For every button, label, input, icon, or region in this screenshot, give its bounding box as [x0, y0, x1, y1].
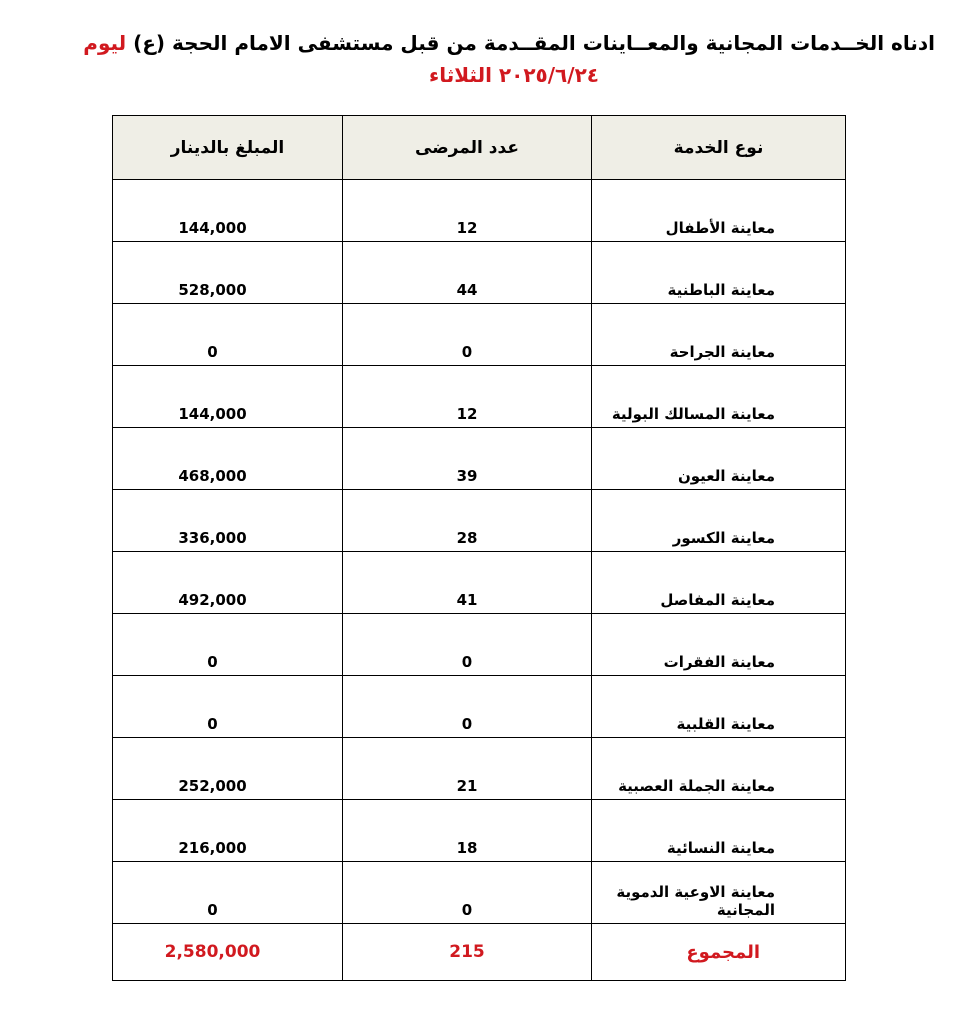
row-amount: 144,000: [178, 219, 247, 237]
row-amount: 0: [207, 343, 218, 361]
row-patient-count: 39: [456, 467, 478, 485]
row-service-type: معاينة المفاصل: [660, 591, 775, 609]
report-title-day: ليوم: [83, 31, 127, 55]
table-row: [113, 800, 846, 862]
report-date: ٢٠٢٥/٦/٢٤ الثلاثاء: [429, 63, 599, 87]
total-patients: 215: [449, 942, 485, 962]
row-patient-count: 0: [461, 901, 473, 919]
row-patient-count: 0: [461, 343, 473, 361]
row-patient-count: 44: [456, 281, 478, 299]
row-service-type: معاينة الباطنية: [667, 281, 775, 299]
row-patient-count: 21: [456, 777, 478, 795]
header-patient-count: عدد المرضى: [343, 116, 592, 180]
row-patient-count: 41: [456, 591, 478, 609]
row-service-type: معاينة المسالك البولية: [611, 405, 775, 423]
row-service-type: معاينة القلبية: [676, 715, 775, 733]
row-amount: 144,000: [178, 405, 247, 423]
table-row: [113, 738, 846, 800]
table-row: [113, 614, 846, 676]
row-amount: 0: [207, 653, 218, 671]
row-amount: 252,000: [178, 777, 247, 795]
table-row: [113, 242, 846, 304]
row-patient-count: 12: [456, 405, 478, 423]
row-service-type: معاينة الجراحة: [669, 343, 775, 361]
table-row: [113, 552, 846, 614]
row-service-type: معاينة الأطفال: [665, 219, 775, 237]
services-table: [112, 115, 846, 981]
row-patient-count: 12: [456, 219, 478, 237]
table-row: [113, 366, 846, 428]
table-row: [113, 304, 846, 366]
row-service-type: معاينة الاوعية الدموية المجانية: [616, 883, 775, 919]
row-patient-count: 0: [461, 715, 473, 733]
report-title: [30, 26, 935, 60]
row-amount: 0: [207, 901, 218, 919]
row-service-type: معاينة الجملة العصبية: [618, 777, 775, 795]
header-service-type: نوع الخدمة: [592, 116, 846, 180]
report-title-main: ادناه الخــدمات المجانية والمعــاينات المقــدمة من قبل مستشفى الامام الحجة (ع): [133, 31, 935, 55]
table-row: [113, 490, 846, 552]
row-amount: 216,000: [178, 839, 247, 857]
row-amount: 528,000: [178, 281, 247, 299]
table-row: [113, 676, 846, 738]
total-row: [113, 924, 846, 981]
header-amount: المبلغ بالدينار: [113, 116, 343, 180]
row-amount: 492,000: [178, 591, 247, 609]
row-amount: 468,000: [178, 467, 247, 485]
row-service-type: معاينة العيون: [677, 467, 775, 485]
table-row: [113, 862, 846, 924]
table-header-row: [113, 116, 846, 180]
table-row: [113, 180, 846, 242]
row-service-type: معاينة النسائية: [666, 839, 775, 857]
row-patient-count: 28: [456, 529, 478, 547]
total-label: المجموع: [686, 941, 760, 963]
table-row: [113, 428, 846, 490]
row-service-type: معاينة الكسور: [672, 529, 775, 547]
row-service-type: معاينة الفقرات: [663, 653, 775, 671]
row-patient-count: 0: [461, 653, 473, 671]
row-amount: 336,000: [178, 529, 247, 547]
row-patient-count: 18: [456, 839, 478, 857]
row-amount: 0: [207, 715, 218, 733]
total-amount: 2,580,000: [164, 942, 261, 962]
